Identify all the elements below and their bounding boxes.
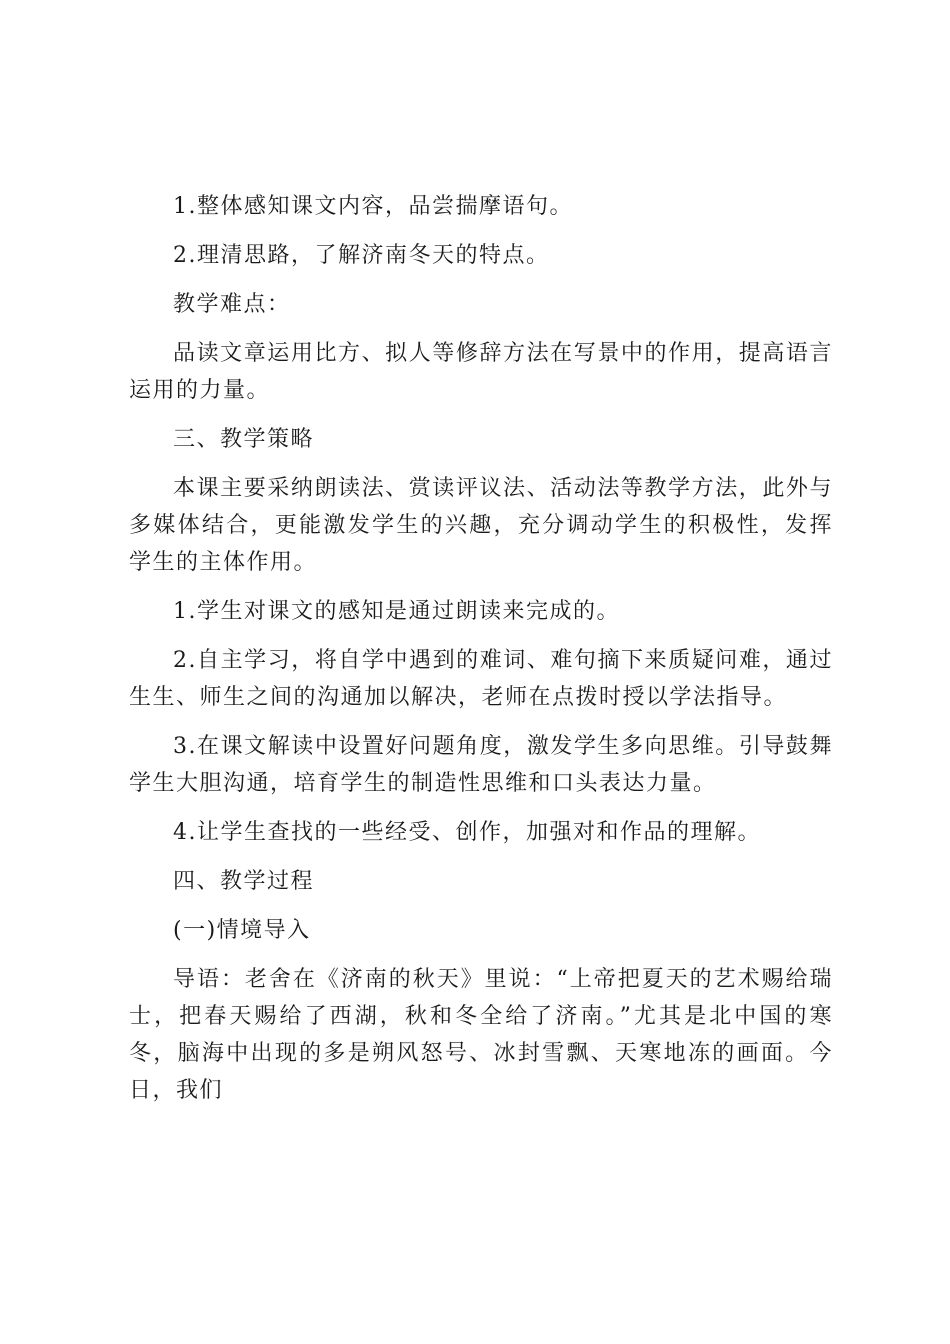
paragraph-difficulty: 品读文章运用比方、拟人等修辞方法在写景中的作用，提高语言运用的力量。 [129,341,833,403]
paragraph-strategy-4: 4.让学生查找的一些经受、创作，加强对和作品的理解。 [173,820,761,845]
paragraph-strategy-2: 2.自主学习，将自学中遇到的难词、难句摘下来质疑问难，通过生生、师生之间的沟通加以解决，老师在点拨时授以学法指导。 [129,648,833,710]
paragraph-strategy-1: 1.学生对课文的感知是通过朗读来完成的。 [173,599,620,624]
heading-teaching-difficulty: 教学难点： [173,292,291,317]
heading-teaching-process: 四、教学过程 [173,869,315,894]
paragraph-strategy-3: 3.在课文解读中设置好问题角度，激发学生多向思维。引导鼓舞学生大胆沟通，培育学生的制造性思维和口头表达力量。 [129,734,833,796]
heading-teaching-strategy: 三、教学策略 [173,427,315,452]
paragraph-lead-in: 导语：老舍在《济南的秋天》里说：“上帝把夏天的艺术赐给瑞士，把春天赐给了西湖，秋和冬全给了济南。”尤其是北中国的寒冬，脑海中出现的多是朔风怒号、冰封雪飘、天寒地冻的画面。今日，我们 [129,967,833,1103]
paragraph-strategy-intro: 本课主要采纳朗读法、赏读评议法、活动法等教学方法，此外与多媒体结合，更能激发学生的兴趣，充分调动学生的积极性，发挥学生的主体作用。 [129,476,833,575]
paragraph-objective-1: 1.整体感知课文内容，品尝揣摩语句。 [173,194,573,219]
document-body [129,188,833,1121]
heading-scenario-intro: (一)情境导入 [173,918,311,943]
paragraph-objective-2: 2.理清思路，了解济南冬天的特点。 [173,243,550,268]
